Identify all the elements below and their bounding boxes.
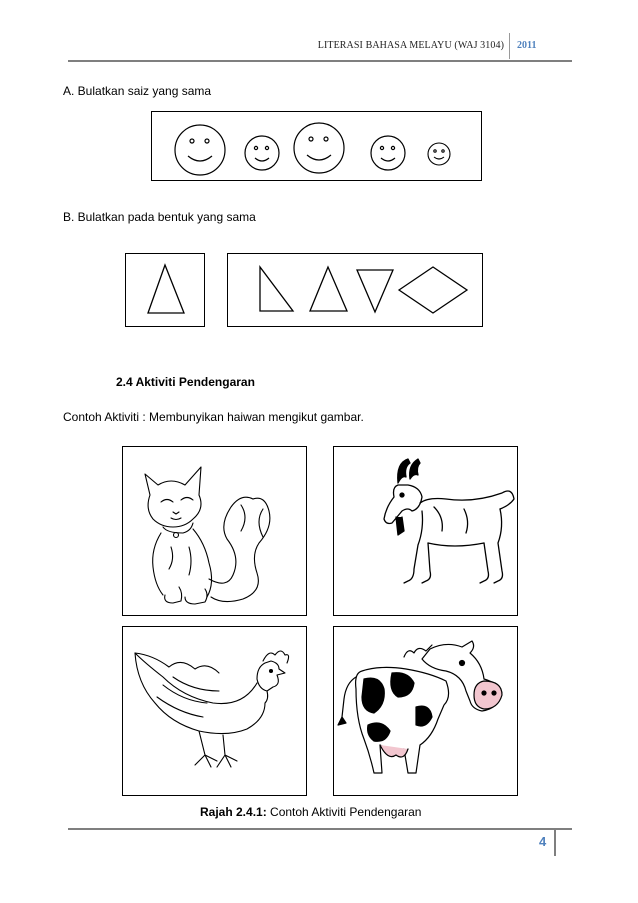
triangle-shape: [148, 265, 184, 313]
footer-separator: [554, 828, 556, 856]
header-title: LITERASI BAHASA MELAYU (WAJ 3104): [317, 40, 504, 51]
right-triangle-shape: [260, 267, 293, 311]
rhombus-shape: [399, 267, 467, 313]
header-separator: [509, 33, 510, 59]
section-b-instruction: B. Bulatkan pada bentuk yang sama: [63, 210, 256, 224]
cow-image: [333, 626, 518, 796]
inverted-triangle-shape: [357, 270, 393, 312]
activity-example: Contoh Aktiviti : Membunyikan haiwan mengikut gambar.: [63, 410, 364, 424]
smiley-face-tiny: [428, 143, 450, 165]
reference-shape-box: [125, 253, 205, 327]
cat-image: [122, 446, 307, 616]
hen-image: [122, 626, 307, 796]
triangle-shape: [310, 267, 347, 311]
goat-image: [333, 446, 518, 616]
figure-caption: [200, 805, 421, 819]
smiley-face-small-2: [371, 136, 405, 170]
smiley-face-large-2: [294, 123, 344, 173]
figure-caption-text: Contoh Aktiviti Pendengaran: [266, 805, 422, 819]
shape-options-box: [227, 253, 483, 327]
page-number: 4: [539, 834, 547, 849]
smiley-face-large-1: [175, 125, 225, 175]
smiley-face-small-1: [245, 136, 279, 170]
figure-caption-label: Rajah 2.4.1:: [200, 805, 267, 819]
section-heading: 2.4 Aktiviti Pendengaran: [116, 375, 255, 389]
footer-rule: [68, 828, 572, 830]
header-rule: [68, 60, 572, 62]
section-a-instruction: A. Bulatkan saiz yang sama: [63, 84, 212, 98]
faces-box: [151, 111, 482, 181]
header-year: 2011: [517, 40, 537, 51]
